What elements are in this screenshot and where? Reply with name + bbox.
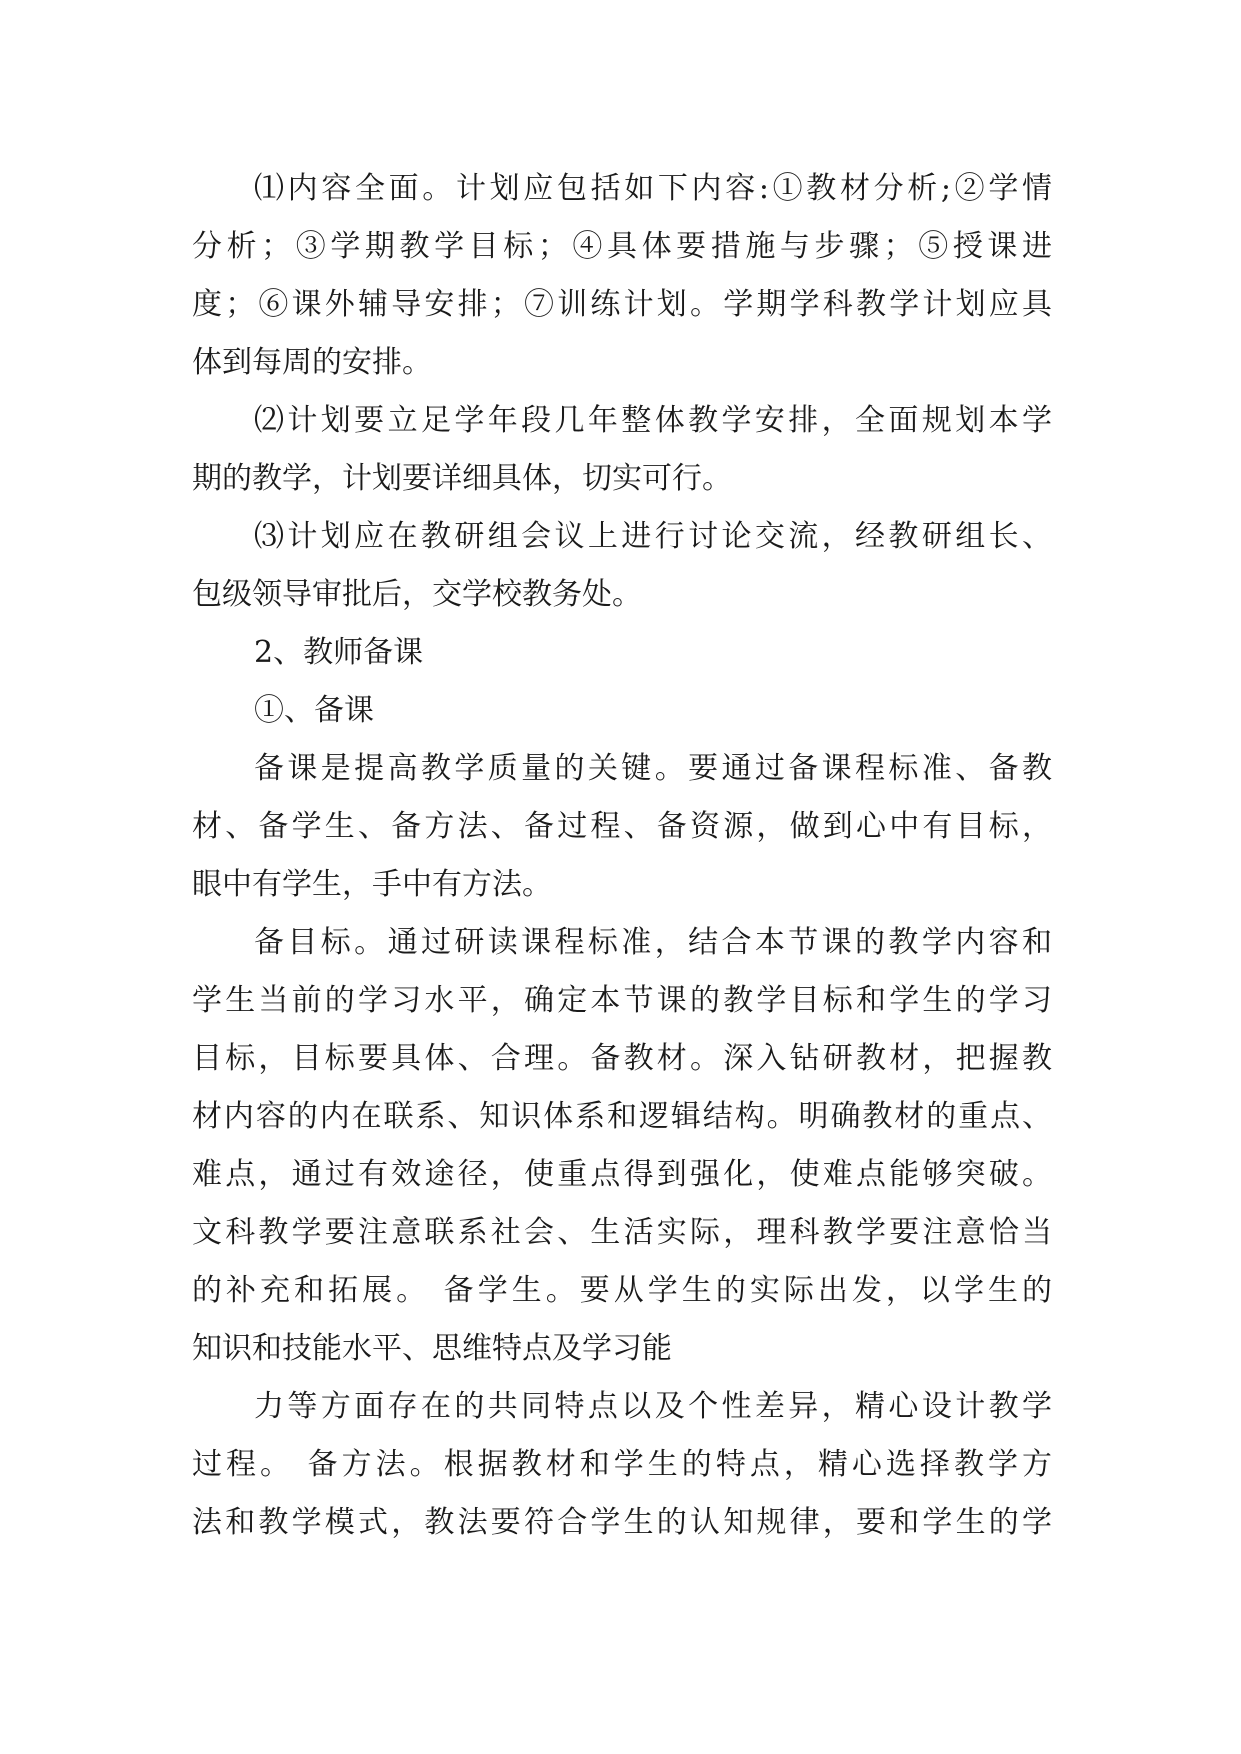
paragraph-line: 期的教学，计划要详细具体，切实可行。	[192, 461, 732, 496]
paragraph-line: ⑶计划应在教研组会议上进行讨论交流，经教研组长、	[254, 519, 1052, 554]
paragraph-line: 知识和技能水平、思维特点及学习能	[192, 1331, 672, 1366]
paragraph-line: 材、备学生、备方法、备过程、备资源，做到心中有目标，	[192, 809, 1052, 844]
paragraph-line: 力等方面存在的共同特点以及个性差异，精心设计教学	[254, 1389, 1052, 1424]
paragraph-line: 文科教学要注意联系社会、生活实际，理科教学要注意恰当	[192, 1215, 1052, 1250]
paragraph-line: 备课是提高教学质量的关键。要通过备课程标准、备教	[254, 751, 1052, 786]
document-page	[192, 160, 1052, 1552]
paragraph-line: 体到每周的安排。	[192, 345, 432, 380]
paragraph-line: 备目标。通过研读课程标准，结合本节课的教学内容和	[254, 925, 1052, 960]
paragraph-line: 目标，目标要具体、合理。备教材。深入钻研教材，把握教	[192, 1041, 1052, 1076]
paragraph-line: ⑴内容全面。计划应包括如下内容:①教材分析;②学情	[254, 171, 1052, 206]
paragraph-line: 难点，通过有效途径，使重点得到强化，使难点能够突破。	[192, 1157, 1052, 1192]
paragraph-line: 眼中有学生，手中有方法。	[192, 867, 552, 902]
paragraph-line: 分析；③学期教学目标；④具体要措施与步骤；⑤授课进	[192, 229, 1052, 264]
paragraph-line: 过程。 备方法。根据教材和学生的特点，精心选择教学方	[192, 1447, 1052, 1482]
subsection-heading: ①、备课	[254, 693, 374, 728]
paragraph-line: 材内容的内在联系、知识体系和逻辑结构。明确教材的重点、	[192, 1099, 1052, 1134]
paragraph-line: 包级领导审批后，交学校教务处。	[192, 577, 642, 612]
paragraph-line: ⑵计划要立足学年段几年整体教学安排，全面规划本学	[254, 403, 1052, 438]
paragraph-line: 学生当前的学习水平，确定本节课的教学目标和学生的学习	[192, 983, 1052, 1018]
section-heading: 2、教师备课	[254, 635, 424, 670]
paragraph-line: 的补充和拓展。 备学生。要从学生的实际出发，以学生的	[192, 1273, 1052, 1308]
paragraph-line: 度；⑥课外辅导安排；⑦训练计划。学期学科教学计划应具	[192, 287, 1052, 322]
paragraph-line: 法和教学模式，教法要符合学生的认知规律，要和学生的学	[192, 1505, 1052, 1540]
